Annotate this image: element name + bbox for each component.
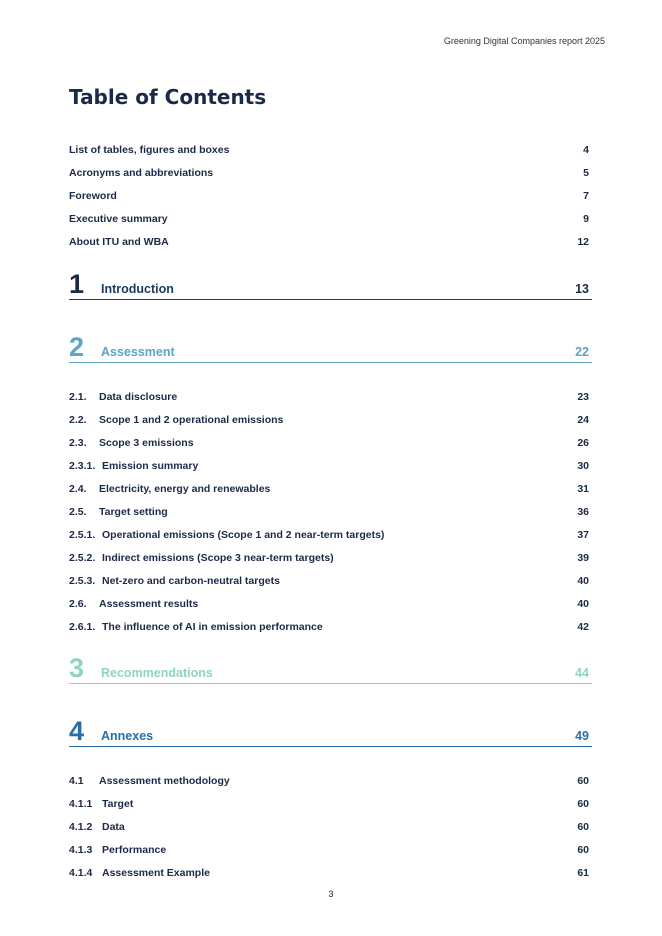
toc-entry[interactable] bbox=[69, 236, 589, 248]
toc-entry-title bbox=[69, 460, 198, 472]
section-label: Annexes bbox=[101, 729, 154, 743]
toc-entry-number: 2.3.1. bbox=[69, 460, 96, 472]
page-number: 3 bbox=[328, 889, 334, 899]
toc-entry-page: 26 bbox=[577, 437, 589, 449]
toc-entry-title bbox=[69, 144, 229, 156]
section-number: 2 bbox=[69, 332, 85, 362]
toc-entry-number: 2.6.1. bbox=[69, 621, 96, 633]
running-header: Greening Digital Companies report 2025 bbox=[443, 36, 605, 46]
toc-entry-page: 12 bbox=[577, 236, 589, 248]
toc-entry-label: About ITU and WBA bbox=[69, 236, 169, 248]
toc-entry[interactable] bbox=[69, 167, 589, 179]
toc-entry[interactable] bbox=[69, 483, 589, 495]
toc-entry-title bbox=[69, 213, 168, 225]
section-number: 3 bbox=[69, 653, 85, 683]
toc-entry-page: 30 bbox=[577, 460, 589, 472]
toc-entry-number: 2.3. bbox=[69, 437, 87, 449]
toc-entry[interactable] bbox=[69, 213, 589, 225]
toc-entry-page: 36 bbox=[577, 506, 589, 518]
toc-entry-number: 4.1.4 bbox=[69, 867, 93, 879]
toc-entry-label: Foreword bbox=[69, 190, 117, 202]
section-page: 13 bbox=[575, 282, 589, 296]
toc-entry-number: 2.5.1. bbox=[69, 529, 96, 541]
toc-entry-label: Performance bbox=[102, 844, 167, 856]
page-title: Table of Contents bbox=[69, 85, 267, 109]
toc-entry-label: Scope 3 emissions bbox=[99, 437, 194, 449]
toc-entry-label: Target setting bbox=[99, 506, 168, 518]
toc-entry-title bbox=[69, 575, 280, 587]
toc-entry[interactable] bbox=[69, 506, 589, 518]
toc-entry[interactable] bbox=[69, 867, 589, 879]
toc-entry-number: 4.1.2 bbox=[69, 821, 93, 833]
toc-entry-label: Data disclosure bbox=[99, 391, 178, 403]
toc-entry-page: 4 bbox=[583, 144, 589, 156]
section-number: 1 bbox=[69, 269, 85, 299]
toc-entry[interactable] bbox=[69, 775, 589, 787]
toc-entry-title bbox=[69, 236, 169, 248]
toc-entry-label: Assessment results bbox=[99, 598, 199, 610]
toc-entry-label: Executive summary bbox=[69, 213, 168, 225]
toc-entry-title bbox=[69, 844, 166, 856]
toc-entry[interactable] bbox=[69, 575, 589, 587]
section-page: 49 bbox=[575, 729, 589, 743]
toc-entry-page: 40 bbox=[577, 575, 589, 587]
toc-entry[interactable] bbox=[69, 190, 589, 202]
toc-entry-page: 31 bbox=[577, 483, 589, 495]
toc-entry-page: 39 bbox=[577, 552, 589, 564]
toc-entry[interactable] bbox=[69, 821, 589, 833]
toc-entry[interactable] bbox=[69, 598, 589, 610]
toc-entry-page: 24 bbox=[577, 414, 589, 426]
toc-entry-label: Assessment methodology bbox=[99, 775, 230, 787]
toc-entry[interactable] bbox=[69, 391, 589, 403]
toc-entry-title bbox=[69, 483, 270, 495]
toc-entry-number: 4.1.1 bbox=[69, 798, 93, 810]
toc-entry-number: 2.6. bbox=[69, 598, 87, 610]
toc-entry-number: 4.1.3 bbox=[69, 844, 93, 856]
toc-entry-label: Assessment Example bbox=[102, 867, 210, 879]
toc-entry[interactable] bbox=[69, 414, 589, 426]
toc-entry-number: 2.1. bbox=[69, 391, 87, 403]
toc-entry-page: 23 bbox=[577, 391, 589, 403]
toc-entry-label: Data bbox=[102, 821, 125, 833]
toc-entry[interactable] bbox=[69, 621, 589, 633]
section-heading-4[interactable] bbox=[69, 714, 592, 747]
section-heading-2[interactable] bbox=[69, 330, 592, 363]
toc-entry-page: 60 bbox=[577, 844, 589, 856]
toc-entry[interactable] bbox=[69, 144, 589, 156]
toc-entry-page: 9 bbox=[583, 213, 589, 225]
toc-entry-title bbox=[69, 167, 213, 179]
section-label: Introduction bbox=[101, 282, 174, 296]
toc-entry-label: Indirect emissions (Scope 3 near-term targets) bbox=[102, 552, 334, 564]
toc-entry-page: 60 bbox=[577, 798, 589, 810]
toc-entry-page: 5 bbox=[583, 167, 589, 179]
section-page: 44 bbox=[575, 666, 589, 680]
toc-entry-page: 7 bbox=[583, 190, 589, 202]
toc-entry-title bbox=[69, 598, 198, 610]
toc-entry-number: 2.2. bbox=[69, 414, 87, 426]
toc-entry-page: 37 bbox=[577, 529, 589, 541]
toc-entry-title bbox=[69, 529, 384, 541]
toc-entry[interactable] bbox=[69, 844, 589, 856]
section-heading-1[interactable] bbox=[69, 267, 592, 300]
toc-entry[interactable] bbox=[69, 437, 589, 449]
toc-entry-title bbox=[69, 867, 210, 879]
section-label: Assessment bbox=[101, 345, 175, 359]
toc-entry-title bbox=[69, 190, 117, 202]
toc-entry[interactable] bbox=[69, 552, 589, 564]
toc-entry-label: Acronyms and abbreviations bbox=[69, 167, 214, 179]
toc-entry-title bbox=[69, 798, 133, 810]
toc-entry-label: Emission summary bbox=[102, 460, 199, 472]
toc-entry-title bbox=[69, 414, 283, 426]
toc-entry-number: 2.4. bbox=[69, 483, 87, 495]
toc-entry-title bbox=[69, 506, 168, 518]
toc-entry-number: 2.5.3. bbox=[69, 575, 96, 587]
toc-entry-page: 60 bbox=[577, 821, 589, 833]
section-heading-3[interactable] bbox=[69, 651, 592, 684]
toc-entry-label: Scope 1 and 2 operational emissions bbox=[99, 414, 284, 426]
toc-entry-label: Electricity, energy and renewables bbox=[99, 483, 271, 495]
toc-entry-label: The influence of AI in emission performance bbox=[102, 621, 323, 633]
toc-entry[interactable] bbox=[69, 529, 589, 541]
toc-entry-label: Net-zero and carbon-neutral targets bbox=[102, 575, 280, 587]
toc-entry-title bbox=[69, 821, 125, 833]
toc-entry-page: 40 bbox=[577, 598, 589, 610]
toc-entry-title bbox=[69, 621, 323, 633]
toc-entry-number: 4.1 bbox=[69, 775, 84, 787]
section-page: 22 bbox=[575, 345, 589, 359]
toc-entry-title bbox=[69, 775, 230, 787]
toc-entry-label: List of tables, figures and boxes bbox=[69, 144, 230, 156]
toc-entry-page: 60 bbox=[577, 775, 589, 787]
toc-entry-title bbox=[69, 391, 177, 403]
toc-entry-label: Target bbox=[102, 798, 134, 810]
section-number: 4 bbox=[69, 716, 85, 746]
toc-entry-label: Operational emissions (Scope 1 and 2 near-term targets) bbox=[102, 529, 385, 541]
toc-entry[interactable] bbox=[69, 460, 589, 472]
toc-entry-title bbox=[69, 552, 334, 564]
section-label: Recommendations bbox=[101, 666, 213, 680]
toc-entry-number: 2.5. bbox=[69, 506, 87, 518]
toc-entry-number: 2.5.2. bbox=[69, 552, 96, 564]
toc-entry-page: 42 bbox=[577, 621, 589, 633]
toc-entry-title bbox=[69, 437, 194, 449]
toc-entry[interactable] bbox=[69, 798, 589, 810]
toc-entry-page: 61 bbox=[577, 867, 589, 879]
